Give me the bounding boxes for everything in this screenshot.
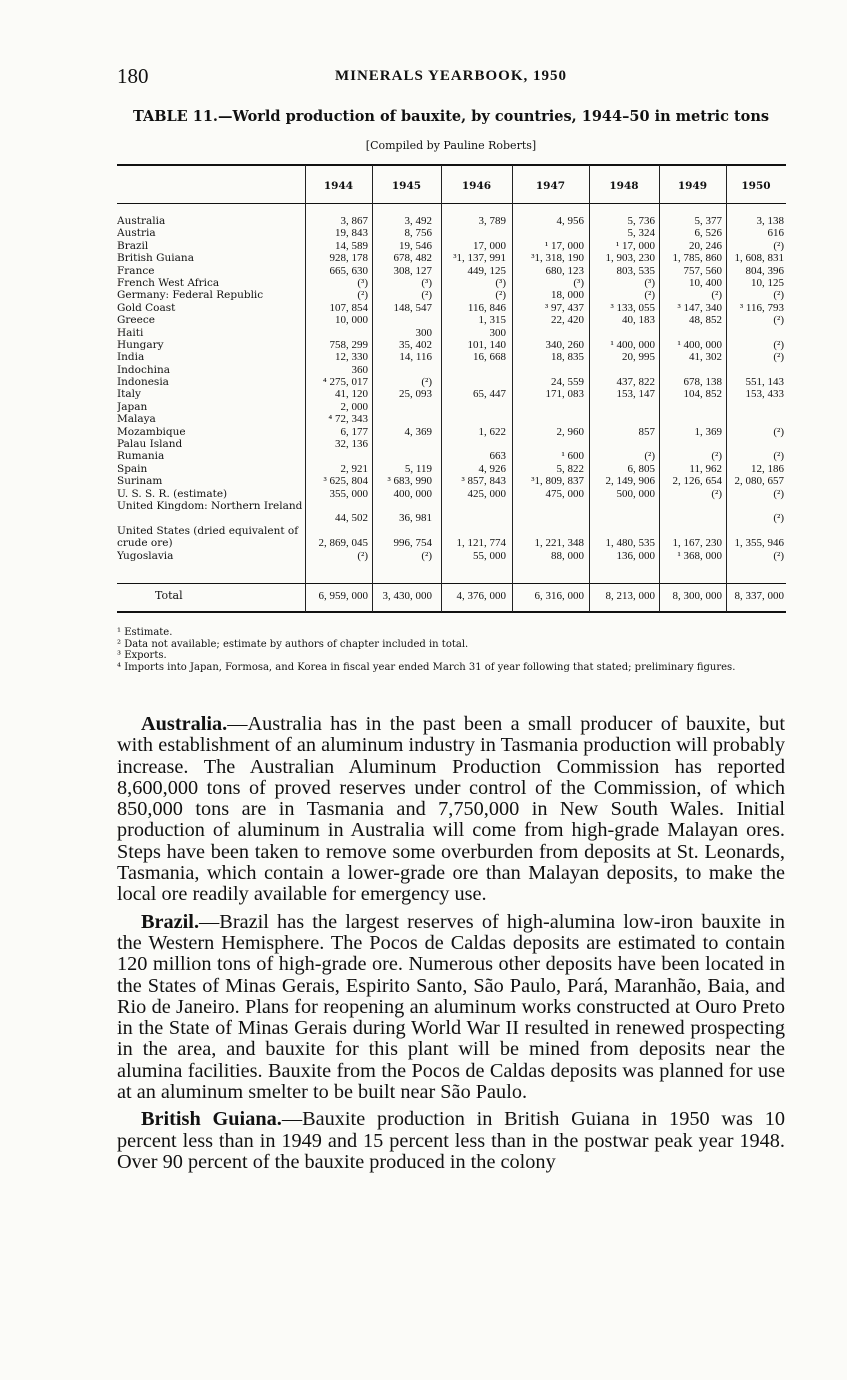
table-cell: (²): [773, 338, 784, 351]
table-cell: 928, 178: [329, 252, 368, 265]
table-row: [117, 240, 786, 252]
table-cell: 1, 167, 230: [672, 537, 722, 550]
table-cell: ³1, 318, 190: [531, 252, 584, 265]
table-cell: (²): [773, 314, 784, 327]
table-cell: 678, 138: [683, 376, 722, 389]
table-cell: 25, 093: [399, 388, 432, 401]
country-name: Palau Island: [117, 438, 183, 451]
table-cell: 12, 186: [751, 462, 784, 475]
table-cell: 551, 143: [745, 376, 784, 389]
table-row: [117, 550, 786, 562]
country-name: Japan: [117, 400, 148, 413]
footnote: ³ Exports.: [117, 650, 167, 662]
table-cell: 6, 805: [627, 462, 655, 475]
table-cell: 88, 000: [551, 549, 584, 562]
table-row: [117, 426, 786, 438]
paragraph-text: —Brazil has the largest reserves of high-alumina low-iron bauxite in the Western Hemisphere. The Pocos de Caldas deposits are estimated to contain 120 million tons of high-grade ore. Numerous other deposits have been located in the States of Minas Gerais, Espirito Santo, São Paulo, Pará, Maranhão, Baia, and Rio de Janeiro. Plans for reopening an aluminum works constructed at Ouro Preto in the State of Minas Gerais during World War II resulted in renewed prospecting in the area, and bauxite for this plant will be mined from deposits near the alumina facilities. Bauxite from the Pocos de Caldas deposits was planned for use at an aluminum smelter to be built near São Paulo.: [117, 910, 785, 1104]
table-cell: 11, 962: [689, 462, 722, 475]
total-cell: 3, 430, 000: [382, 590, 432, 602]
footnote: ² Data not available; estimate by authors of chapter included in total.: [117, 638, 469, 650]
table-cell: ³ 97, 437: [544, 301, 584, 314]
table-cell: 1, 608, 831: [734, 252, 784, 265]
country-name: Mozambique: [117, 425, 186, 438]
total-top-rule: [117, 583, 786, 584]
table-row: [117, 463, 786, 475]
table-cell: 1, 355, 946: [734, 537, 784, 550]
table-top-rule: [117, 164, 786, 166]
table-cell: 6, 526: [694, 227, 722, 240]
table-cell: (²): [421, 376, 432, 389]
table-row: [117, 289, 786, 301]
table-cell: 3, 867: [340, 214, 368, 227]
running-head: [117, 64, 785, 88]
table-cell: 136, 000: [616, 549, 655, 562]
table-cell: 12, 330: [335, 351, 368, 364]
table-cell: 40, 183: [622, 314, 655, 327]
table-cell: 2, 921: [340, 462, 368, 475]
paragraph-british-guiana: [117, 1109, 785, 1173]
table-cell: ³ 683, 990: [387, 475, 432, 488]
table-cell: 437, 822: [616, 376, 655, 389]
country-name: French West Africa: [117, 276, 220, 289]
table-row: [117, 314, 786, 326]
table-cell: (²): [644, 289, 655, 302]
table-row: [117, 227, 786, 239]
country-name: United Kingdom: Northern Ireland: [117, 499, 303, 512]
table-cell: 5, 822: [556, 462, 584, 475]
table-cell: (²): [773, 289, 784, 302]
paragraph-lead: Australia.: [141, 713, 228, 735]
table-cell: ³ 133, 055: [610, 301, 655, 314]
table-cell: 500, 000: [616, 487, 655, 500]
table-cell: 308, 127: [393, 264, 432, 277]
table-cell: ¹ 400, 000: [677, 338, 722, 351]
table-cell: (²): [773, 239, 784, 252]
table-cell: ⁴ 72, 343: [328, 413, 368, 426]
column-header-1945: 1945: [391, 180, 422, 192]
table-cell: 2, 869, 045: [318, 537, 368, 550]
footnote: ¹ Estimate.: [117, 627, 173, 638]
table-cell: 1, 369: [694, 425, 722, 438]
table-cell: 3, 789: [478, 214, 506, 227]
table-cell: (³): [644, 276, 655, 289]
country-name: Indochina: [117, 363, 170, 376]
table-cell: 18, 835: [551, 351, 584, 364]
table-cell: 4, 956: [556, 214, 584, 227]
table-cell: 1, 480, 535: [605, 537, 655, 550]
table-cell: 360: [351, 363, 368, 376]
paragraph-text: —Bauxite production in British Guiana in 1950 was 10 percent less than in 1949 and 15 percent less than in the postwar peak year 1948. Over 90 percent of the bauxite produced in the colony: [117, 1108, 785, 1173]
table-cell: 300: [415, 326, 432, 339]
table-cell: 10, 400: [689, 276, 722, 289]
page-number: 180: [117, 64, 149, 88]
table-cell: (³): [573, 276, 584, 289]
table-row: [117, 277, 786, 289]
table-row: [117, 252, 786, 264]
total-cell: 8, 213, 000: [605, 590, 655, 602]
table-cell: 5, 324: [627, 227, 655, 240]
table-cell: 680, 123: [545, 264, 584, 277]
column-header-1946: 1946: [461, 180, 492, 192]
table-cell: 2, 149, 906: [605, 475, 655, 488]
total-cell: 6, 316, 000: [534, 590, 584, 602]
table-bottom-rule: [117, 611, 786, 613]
table-row: [117, 339, 786, 351]
table-cell: (²): [357, 549, 368, 562]
table-row: [117, 265, 786, 277]
table-row: [117, 401, 786, 413]
production-table-body: [117, 215, 786, 562]
table-cell: 340, 260: [545, 338, 584, 351]
table-row: [117, 413, 786, 425]
header-bottom-rule: [117, 203, 786, 204]
table-cell: 2, 080, 657: [734, 475, 784, 488]
table-cell: ¹ 17, 000: [544, 239, 584, 252]
table-cell: (²): [495, 289, 506, 302]
table-cell: ¹ 600: [561, 450, 584, 463]
table-cell: 107, 854: [329, 301, 368, 314]
total-cell: 8, 337, 000: [734, 590, 784, 602]
table-cell: 55, 000: [473, 549, 506, 562]
paragraph-lead: British Guiana.: [141, 1108, 282, 1131]
table-cell: ³1, 137, 991: [453, 252, 506, 265]
table-cell: 101, 140: [467, 338, 506, 351]
table-cell: 665, 630: [329, 264, 368, 277]
country-name: U. S. S. R. (estimate): [117, 487, 228, 500]
table-cell: (²): [711, 487, 722, 500]
table-cell: 6, 177: [340, 425, 368, 438]
country-name: Germany: Federal Republic: [117, 289, 264, 302]
table-cell: 5, 377: [694, 214, 722, 227]
country-name: Australia: [117, 215, 166, 227]
table-cell: 116, 846: [467, 301, 506, 314]
table-cell: 3, 138: [756, 214, 784, 227]
table-cell: (²): [773, 512, 784, 525]
table-cell: 300: [489, 326, 506, 339]
footnote: ⁴ Imports into Japan, Formosa, and Korea in fiscal year ended March 31 of year following that stated; preliminary figures.: [117, 661, 736, 673]
table-cell: (²): [421, 549, 432, 562]
table-cell: (²): [711, 289, 722, 302]
table-title: TABLE 11.—World production of bauxite, by countries, 1944–50 in metric tons: [132, 108, 770, 125]
table-cell: 3, 492: [404, 214, 432, 227]
table-row: [117, 525, 786, 550]
country-name: Spain: [117, 462, 148, 475]
table-cell: 758, 299: [329, 338, 368, 351]
table-cell: ³ 147, 340: [677, 301, 722, 314]
country-name: Haiti: [117, 326, 144, 339]
table-cell: 24, 559: [551, 376, 584, 389]
country-name: Indonesia: [117, 376, 169, 389]
table-cell: 803, 535: [616, 264, 655, 277]
table-cell: 4, 926: [478, 462, 506, 475]
table-cell: 678, 482: [393, 252, 432, 265]
table-cell: 10, 000: [335, 314, 368, 327]
table-cell: 2, 960: [556, 425, 584, 438]
table-cell: 449, 125: [467, 264, 506, 277]
column-header-1947: 1947: [535, 180, 566, 192]
table-cell: 1, 315: [478, 314, 506, 327]
table-cell: 104, 852: [683, 388, 722, 401]
table-cell: 5, 736: [627, 214, 655, 227]
table-cell: 355, 000: [329, 487, 368, 500]
table-cell: 1, 121, 774: [456, 537, 506, 550]
table-row: [117, 376, 786, 388]
country-name: United States (dried equivalent of crude ore): [117, 524, 299, 550]
table-row: [117, 388, 786, 400]
country-name: Surinam: [117, 475, 163, 488]
table-row: [117, 215, 786, 227]
table-cell: 153, 147: [616, 388, 655, 401]
table-cell: (²): [357, 289, 368, 302]
table-row: [117, 500, 786, 525]
table-cell: (³): [495, 276, 506, 289]
total-cell: 6, 959, 000: [318, 590, 368, 602]
table-cell: 19, 546: [399, 239, 432, 252]
table-cell: (²): [644, 450, 655, 463]
table-row: [117, 475, 786, 487]
table-cell: 17, 000: [473, 239, 506, 252]
table-cell: 4, 369: [404, 425, 432, 438]
table-row: [117, 351, 786, 363]
table-cell: (³): [421, 276, 432, 289]
country-name: Rumania: [117, 450, 165, 463]
table-cell: 857: [638, 425, 655, 438]
table-cell: 475, 000: [545, 487, 584, 500]
paragraph-australia: [117, 714, 785, 906]
table-cell: 20, 995: [622, 351, 655, 364]
total-cell: 8, 300, 000: [672, 590, 722, 602]
table-cell: 41, 302: [689, 351, 722, 364]
table-cell: (²): [773, 487, 784, 500]
table-cell: ³ 857, 843: [461, 475, 506, 488]
column-header-1950: 1950: [741, 180, 771, 192]
country-name: Brazil: [117, 239, 149, 252]
table-row: [117, 438, 786, 450]
table-cell: (²): [421, 289, 432, 302]
table-row: [117, 488, 786, 500]
table-cell: 425, 000: [467, 487, 506, 500]
table-cell: 36, 981: [399, 512, 432, 525]
table-cell: 41, 120: [335, 388, 368, 401]
country-name: Yugoslavia: [117, 549, 174, 562]
country-name: Hungary: [117, 338, 164, 351]
table-cell: 400, 000: [393, 487, 432, 500]
table-subtitle: [Compiled by Pauline Roberts]: [365, 139, 537, 152]
table-cell: 44, 502: [335, 512, 368, 525]
country-name: Greece: [117, 314, 155, 327]
table-cell: 20, 246: [689, 239, 722, 252]
table-row: [117, 327, 786, 339]
table-cell: 19, 843: [335, 227, 368, 240]
table-cell: 35, 402: [399, 338, 432, 351]
table-cell: 148, 547: [393, 301, 432, 314]
table-cell: (²): [773, 450, 784, 463]
country-name: India: [117, 351, 145, 364]
table-row: [117, 302, 786, 314]
table-cell: ⁴ 275, 017: [322, 376, 368, 389]
paragraph-brazil: [117, 912, 785, 1104]
total-label: Total: [155, 589, 183, 602]
table-cell: ¹ 400, 000: [610, 338, 655, 351]
country-name: British Guiana: [117, 252, 194, 265]
table-cell: ³1, 809, 837: [531, 475, 584, 488]
table-cell: 1, 785, 860: [672, 252, 722, 265]
table-cell: 18, 000: [551, 289, 584, 302]
table-cell: 1, 622: [478, 425, 506, 438]
table-cell: 1, 221, 348: [534, 537, 584, 550]
paragraph-lead: Brazil.: [141, 910, 200, 933]
table-row: [117, 450, 786, 462]
running-title: MINERALS YEARBOOK, 1950: [334, 68, 568, 84]
table-cell: ³ 116, 793: [739, 301, 784, 314]
country-name: Gold Coast: [117, 301, 176, 314]
table-cell: 663: [489, 450, 506, 463]
table-cell: 804, 396: [745, 264, 784, 277]
table-cell: 10, 125: [751, 276, 784, 289]
column-header-1948: 1948: [609, 180, 639, 192]
table-footnotes: [117, 627, 785, 673]
table-row: [117, 364, 786, 376]
table-cell: 65, 447: [473, 388, 506, 401]
table-cell: 32, 136: [335, 438, 368, 451]
table-cell: ¹ 17, 000: [615, 239, 655, 252]
table-cell: (²): [773, 425, 784, 438]
table-cell: (²): [711, 450, 722, 463]
column-header-1944: 1944: [323, 180, 354, 192]
country-name: Malaya: [117, 413, 156, 426]
table-cell: 171, 083: [545, 388, 584, 401]
table-cell: 2, 126, 654: [672, 475, 722, 488]
table-cell: 22, 420: [551, 314, 584, 327]
total-row: [117, 588, 786, 604]
table-cell: 48, 852: [689, 314, 722, 327]
table-cell: (²): [773, 549, 784, 562]
paragraph-text: —Australia has in the past been a small producer of bauxite, but with establishment of an aluminum industry in Tasmania production will probably increase. The Australian Aluminum Production Commission has reported 8,600,000 tons of proved reserves under control of the Commission, of which 850,000 tons are in Tasmania and 7,750,000 in New South Wales. Initial production of aluminum in Australia will come from high-grade Malayan ores. Steps have been taken to remove some overburden from deposits at St. Leonards, Tasmania, which contain a lower-grade ore than Malayan deposits, to make the local ore readily available for emergency use.: [117, 713, 785, 906]
table-cell: 757, 560: [683, 264, 722, 277]
table-cell: 996, 754: [393, 537, 432, 550]
table-cell: 2, 000: [340, 400, 368, 413]
table-cell: ¹ 368, 000: [677, 549, 722, 562]
table-cell: 16, 668: [473, 351, 506, 364]
table-cell: 1, 903, 230: [605, 252, 655, 265]
table-cell: 14, 589: [335, 239, 368, 252]
table-cell: (³): [357, 276, 368, 289]
table-cell: 153, 433: [745, 388, 784, 401]
table-cell: 14, 116: [399, 351, 432, 364]
country-name: France: [117, 264, 155, 277]
table-cell: 616: [767, 227, 784, 240]
table-cell: 8, 756: [404, 227, 432, 240]
country-name: Italy: [117, 388, 141, 401]
table-cell: 5, 119: [404, 462, 432, 475]
table-cell: (²): [773, 351, 784, 364]
table-cell: ³ 625, 804: [323, 475, 368, 488]
total-cell: 4, 376, 000: [456, 590, 506, 602]
body-text: [117, 714, 785, 1179]
column-header-1949: 1949: [677, 180, 708, 192]
country-name: Austria: [117, 227, 156, 240]
